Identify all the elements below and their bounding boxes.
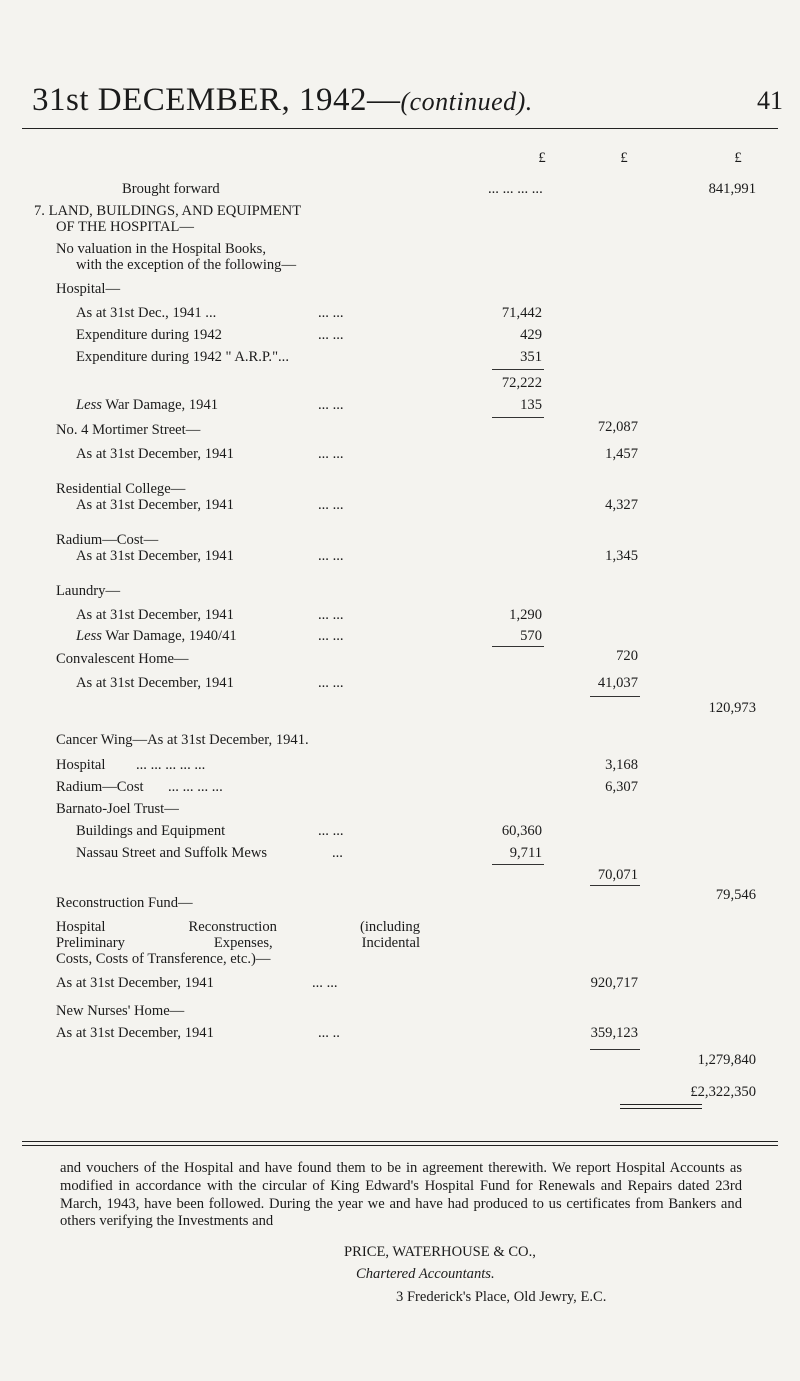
hospital-less-text: Less War Damage, 1941 (76, 397, 219, 413)
hospital-net-rule (492, 417, 544, 418)
cancer-radium-leaders: ... ... ... ... (168, 779, 223, 795)
mortimer-row-label: As at 31st December, 1941 (76, 446, 234, 462)
hospital-less-leaders: ... ... (318, 397, 344, 413)
title-continued: (continued). (400, 87, 533, 116)
cancer-total-rule (590, 885, 640, 886)
header-rule (22, 128, 778, 129)
hospital-label: Hospital— (56, 281, 121, 297)
grand-total-double-rule (620, 1104, 702, 1109)
laundry-row-label: As at 31st December, 1941 (76, 607, 234, 623)
hospital-expenditure-leaders: ... ... (318, 327, 344, 343)
convalescent-label: Convalescent Home— (56, 651, 189, 667)
currency-col1: £ (538, 150, 546, 166)
brought-forward-label: Brought forward (122, 181, 220, 197)
residential-amount: 4,327 (605, 497, 638, 513)
hospital-row-leaders: ... ... (318, 305, 344, 321)
buildings-leaders: ... ... (318, 823, 344, 839)
hospital-row-amount: 71,442 (501, 305, 542, 321)
page-number: 41 (757, 86, 783, 115)
signature-address: 3 Frederick's Place, Old Jewry, E.C. (396, 1289, 607, 1305)
barnato-net: 70,071 (597, 867, 638, 883)
reconstruction-label: Reconstruction Fund— (56, 895, 193, 911)
cancer-heading: Cancer Wing—As at 31st December, 1941. (56, 732, 309, 748)
reconstruction-amount: 920,717 (590, 975, 638, 991)
reconstruction-line2: Preliminary Expenses, Incidental (56, 935, 420, 951)
buildings-label: Buildings and Equipment (76, 823, 226, 839)
laundry-leaders: ... ... (318, 607, 344, 623)
radium-amount: 1,345 (605, 548, 638, 564)
group3-total-rule (590, 1049, 640, 1050)
laundry-label: Laundry— (56, 583, 121, 599)
radium-row-label: As at 31st December, 1941 (76, 548, 234, 564)
laundry-amount: 1,290 (509, 607, 542, 623)
laundry-less-amount: 570 (520, 628, 542, 644)
nassau-label: Nassau Street and Suffolk Mews (76, 845, 268, 861)
mortimer-amount: 1,457 (605, 446, 638, 462)
reconstruction-line3: Costs, Costs of Transference, etc.)— (56, 951, 271, 967)
section-note-line2: with the exception of the following— (76, 257, 297, 273)
section-heading-line1: 7. LAND, BUILDINGS, AND EQUIPMENT (34, 203, 302, 219)
mortimer-label: No. 4 Mortimer Street— (56, 422, 201, 438)
cancer-hospital-leaders: ... ... ... ... ... (136, 757, 206, 773)
brought-forward-leaders: ... ... ... ... (488, 181, 543, 197)
cancer-radium-label: Radium—Cost (56, 779, 144, 795)
group1-total: 120,973 (708, 700, 756, 716)
laundry-less-leaders: ... ... (318, 628, 344, 644)
laundry-net: 720 (616, 648, 638, 664)
hospital-subtotal: 72,222 (501, 375, 542, 391)
brought-forward-amount: 841,991 (708, 181, 756, 197)
cancer-hospital-label: Hospital (56, 757, 106, 773)
nurses-leaders: ... .. (318, 1025, 340, 1041)
signature-title: Chartered Accountants. (356, 1266, 495, 1282)
currency-col3: £ (734, 150, 742, 166)
hospital-arp-label: Expenditure during 1942 " A.R.P."... (76, 349, 289, 365)
hospital-expenditure-label: Expenditure during 1942 (76, 327, 222, 343)
hospital-expenditure-amount: 429 (520, 327, 542, 343)
nurses-row-label: As at 31st December, 1941 (56, 1025, 214, 1041)
mortimer-leaders: ... ... (318, 446, 344, 462)
reconstruction-line1: Hospital Reconstruction (including (56, 919, 420, 935)
hospital-subtotal-rule (492, 369, 544, 370)
hospital-arp-amount: 351 (520, 349, 542, 365)
nurses-amount: 359,123 (590, 1025, 638, 1041)
cancer-hospital-amount: 3,168 (605, 757, 638, 773)
page-title (32, 82, 533, 119)
laundry-less-label: Less War Damage, 1940/41 (76, 628, 237, 644)
radium-leaders: ... ... (318, 548, 344, 564)
section-heading-line2: OF THE HOSPITAL— (56, 219, 195, 235)
radium-label: Radium—Cost— (56, 532, 159, 548)
hospital-less-amount: 135 (520, 397, 542, 413)
section-end-rule-2 (22, 1145, 778, 1146)
nurses-label: New Nurses' Home— (56, 1003, 185, 1019)
section-end-rule (22, 1141, 778, 1142)
barnato-net-rule (492, 864, 544, 865)
group1-total-rule (590, 696, 640, 697)
buildings-amount: 60,360 (501, 823, 542, 839)
title-date: 31st DECEMBER, 1942— (32, 82, 401, 118)
cancer-total: 79,546 (715, 887, 756, 903)
convalescent-amount: 41,037 (597, 675, 638, 691)
nassau-amount: 9,711 (509, 845, 542, 861)
nassau-leaders: ... (332, 845, 343, 861)
convalescent-leaders: ... ... (318, 675, 344, 691)
laundry-net-rule (492, 646, 544, 647)
section-note-line1: No valuation in the Hospital Books, (56, 241, 266, 257)
signature-firm: PRICE, WATERHOUSE & CO., (344, 1244, 536, 1260)
hospital-row-label: As at 31st Dec., 1941 ... (76, 305, 217, 321)
group3-total: 1,279,840 (697, 1052, 756, 1068)
closing-paragraph: and vouchers of the Hospital and have found them to be in agreement therewith. We report Hospital Accounts as modified in accordance with the circular of King Edward's Hospital Fund for Renewals and Repairs dated 23rd March, 1943, have been followed. During the year we and have had produced to us certificates from Bankers and others verifying the Investments and (60, 1160, 742, 1230)
currency-col2: £ (620, 150, 628, 166)
hospital-net: 72,087 (597, 419, 638, 435)
residential-label: Residential College— (56, 481, 186, 497)
reconstruction-leaders: ... ... (312, 975, 338, 991)
cancer-radium-amount: 6,307 (605, 779, 638, 795)
barnato-label: Barnato-Joel Trust— (56, 801, 179, 817)
residential-leaders: ... ... (318, 497, 344, 513)
hospital-less-label (76, 397, 218, 413)
convalescent-row-label: As at 31st December, 1941 (76, 675, 234, 691)
grand-total: £2,322,350 (690, 1084, 756, 1100)
residential-row-label: As at 31st December, 1941 (76, 497, 234, 513)
reconstruction-row-label: As at 31st December, 1941 (56, 975, 214, 991)
